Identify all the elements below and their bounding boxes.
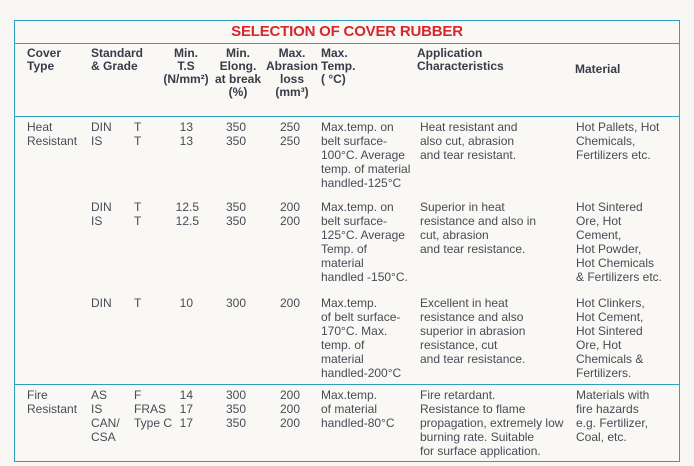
row-3-standard: AS IS CAN/ CSA xyxy=(91,388,120,444)
row-0-material: Hot Pallets, Hot Chemicals, Fertilizers etc. xyxy=(576,120,660,162)
table-title: SELECTION OF COVER RUBBER xyxy=(15,21,679,44)
row-3-application: Fire retardant. Resistance to flame propagation, extremely low burning rate. Suitable for surface application. xyxy=(420,388,564,458)
row-0-temp: Max.temp. on belt surface- 100°C. Average temp. of material handled-125°C xyxy=(321,120,411,190)
row-2-application: Excellent in heat resistance and also superior in abrasion resistance, cut and tear resistance. xyxy=(420,296,526,366)
row-2-standard: DIN xyxy=(91,296,112,310)
header-max-abrasion: Max. Abrasion loss (mm³) xyxy=(265,46,318,99)
row-1-grade: T T xyxy=(134,200,142,228)
row-1-abrasion: 200 200 xyxy=(279,200,301,228)
cover-rubber-table xyxy=(14,20,680,462)
row-1-material: Hot Sintered Ore, Hot Cement, Hot Powder, Hot Chemicals & Fertilizers etc. xyxy=(576,200,663,284)
header-application: Application Characteristics xyxy=(417,46,504,73)
fire-section-divider xyxy=(15,384,679,385)
header-min-elong: Min. Elong. at break (%) xyxy=(214,46,262,99)
header-min-ts: Min. T.S (N/mm²) xyxy=(163,46,209,86)
row-2-temp: Max.temp. of belt surface- 170°C. Max. temp. of material handled-200°C xyxy=(321,296,402,380)
row-3-temp: Max.temp. of material handled-80°C xyxy=(321,388,395,430)
row-2-ts: 10 xyxy=(179,296,193,310)
header-max-temp: Max. Temp. ( °C) xyxy=(321,46,356,86)
row-1-temp: Max.temp. on belt surface- 125°C. Average Temp. of material handled -150°C. xyxy=(321,200,408,284)
row-0-abrasion: 250 250 xyxy=(279,120,301,148)
header-divider xyxy=(15,116,679,117)
row-heat-cover-type: Heat Resistant xyxy=(27,120,78,148)
row-0-elong: 350 350 xyxy=(225,120,247,148)
row-3-ts: 14 17 17 xyxy=(179,388,193,430)
row-0-standard: DIN IS xyxy=(91,120,112,148)
row-3-elong: 300 350 350 xyxy=(225,388,247,430)
row-fire-cover-type: Fire Resistant xyxy=(27,388,78,416)
row-1-ts: 12.5 12.5 xyxy=(175,200,199,228)
row-3-abrasion: 200 200 200 xyxy=(279,388,301,430)
row-0-ts: 13 13 xyxy=(179,120,193,148)
row-0-grade: T T xyxy=(134,120,142,148)
row-2-elong: 300 xyxy=(225,296,247,310)
row-3-grade: F FRAS Type C xyxy=(134,388,173,430)
row-0-application: Heat resistant and also cut, abrasion and tear resistant. xyxy=(420,120,518,162)
header-cover-type: Cover Type xyxy=(27,46,62,73)
row-1-elong: 350 350 xyxy=(225,200,247,228)
row-2-material: Hot Clinkers, Hot Cement, Hot Sintered Ore, Hot Chemicals & Fertilizers. xyxy=(576,296,645,380)
header-standard-grade: Standard & Grade xyxy=(91,46,144,73)
row-1-application: Superior in heat resistance and also in cut, abrasion and tear resistance. xyxy=(420,200,537,256)
row-2-grade: T xyxy=(134,296,142,310)
row-3-material: Materials with fire hazards e.g. Fertilizer, Coal, etc. xyxy=(576,388,650,444)
row-2-abrasion: 200 xyxy=(279,296,301,310)
row-1-standard: DIN IS xyxy=(91,200,112,228)
header-material: Material xyxy=(575,62,621,76)
